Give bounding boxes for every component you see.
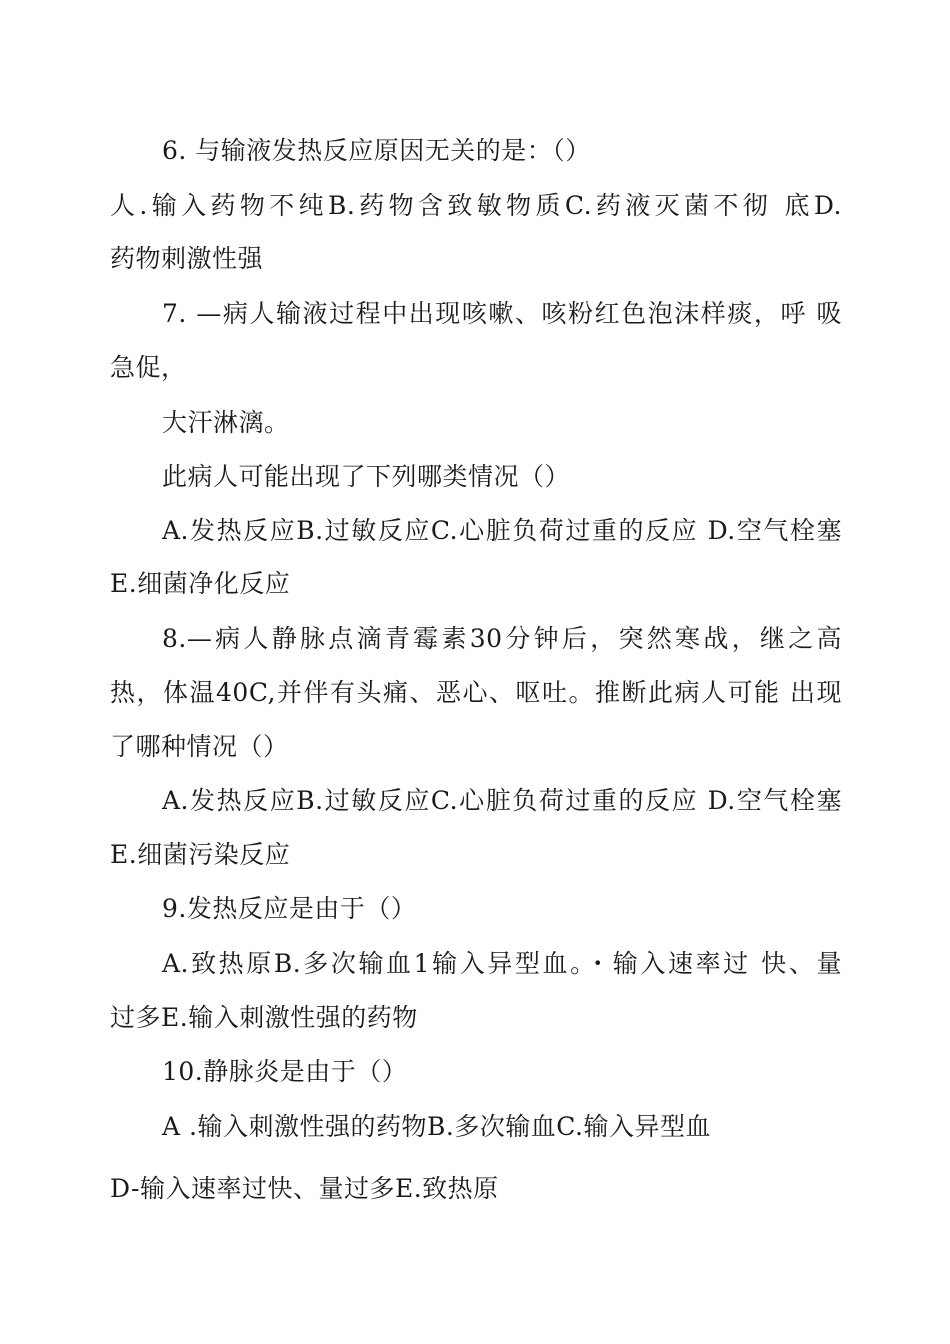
- question-7-stem-cont-2: 大汗淋漓。: [162, 408, 290, 437]
- question-6-stem: 6. 与输液发热反应原因无关的是：（）: [162, 136, 591, 165]
- question-6-options: 人.输入药物不纯B.药物含致敏物质C.药液灭菌不彻 底D.: [110, 191, 842, 220]
- question-8-stem: 8.—病人静脉点滴青霉素30分钟后，突然寒战，继之高: [162, 624, 842, 653]
- question-8-options: A.发热反应B.过敏反应C.心脏负荷过重的反应 D.空气栓塞: [162, 786, 842, 815]
- question-9-options: A.致热原B.多次输血1输入异型血。・输入速率过 快、量: [162, 949, 842, 978]
- question-9-stem: 9.发热反应是由于（）: [162, 894, 417, 923]
- question-10-options: A .输入刺激性强的药物B.多次输血C.输入异型血: [162, 1112, 711, 1141]
- question-8-stem-cont-2: 了哪种情况（）: [110, 732, 289, 761]
- question-7-options-cont: E.细菌净化反应: [110, 569, 291, 598]
- question-9-options-cont: 过多E.输入刺激性强的药物: [110, 1003, 418, 1032]
- question-6-options-cont: 药物刺激性强: [110, 244, 264, 273]
- question-10-stem: 10.静脉炎是由于（）: [162, 1057, 408, 1086]
- question-7-question: 此病人可能出现了下列哪类情况（）: [162, 462, 571, 491]
- question-7-options: A.发热反应B.过敏反应C.心脏负荷过重的反应 D.空气栓塞: [162, 516, 842, 545]
- question-10-options-cont: D-输入速率过快、量过多E.致热原: [110, 1174, 499, 1203]
- question-7-stem: 7. —病人输液过程中出现咳嗽、咳粉红色泡沫样痰，呼 吸: [162, 299, 842, 328]
- question-8-stem-cont: 热，体温40C,并伴有头痛、恶心、呕吐。推断此病人可能 出现: [110, 678, 842, 707]
- question-7-stem-cont: 急促，: [110, 353, 187, 382]
- question-8-options-cont: E.细菌污染反应: [110, 840, 291, 869]
